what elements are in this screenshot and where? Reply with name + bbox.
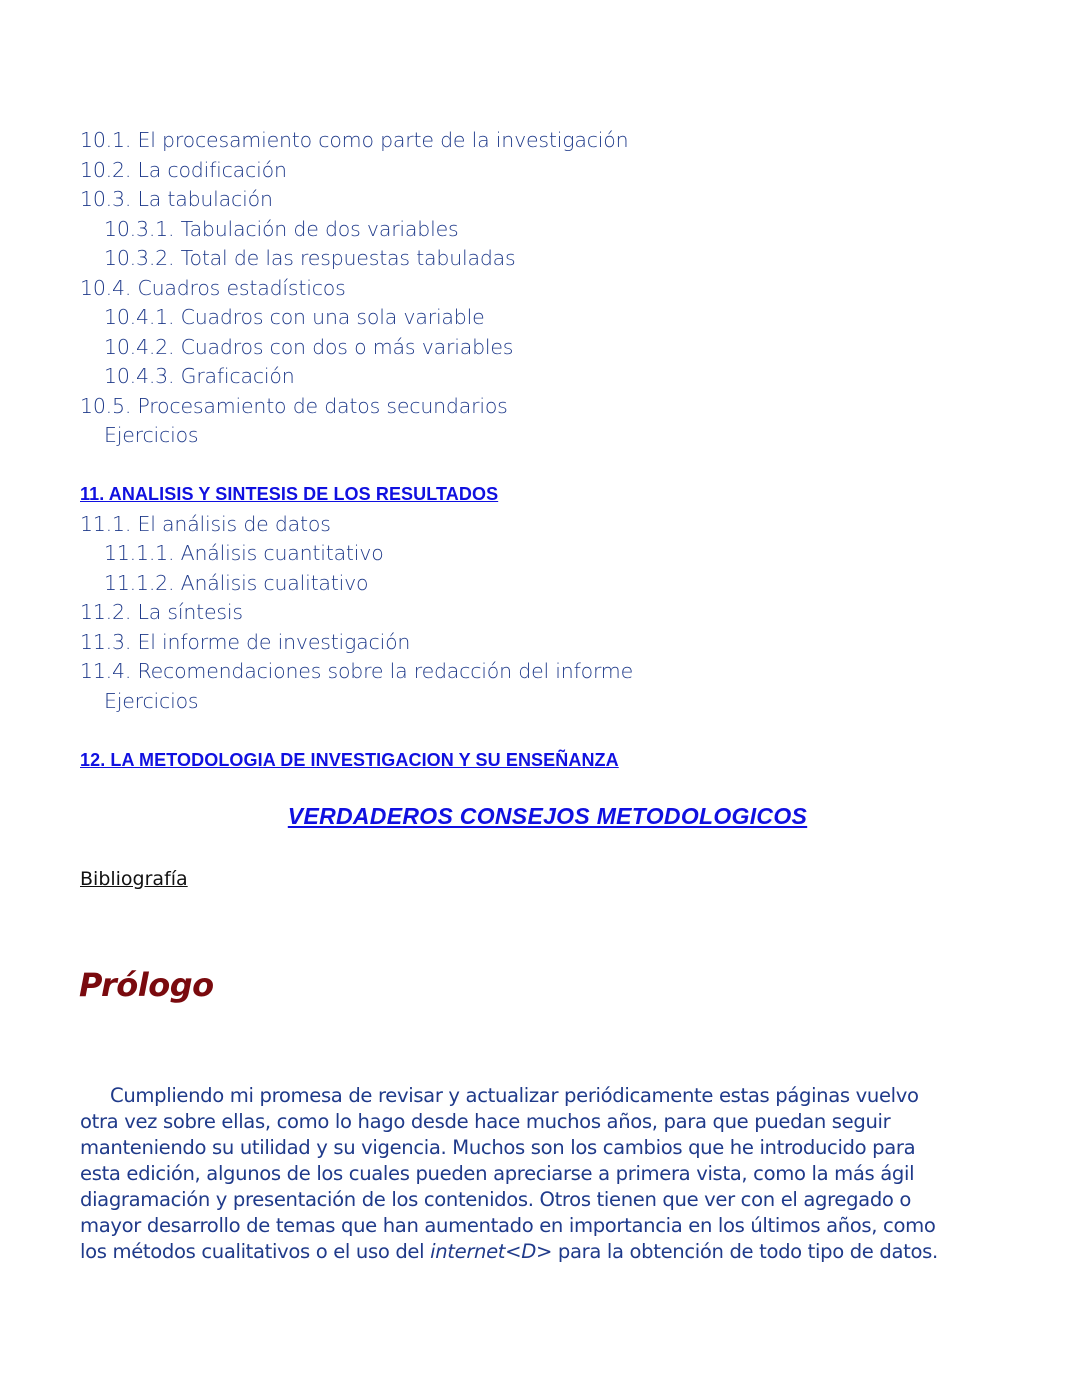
internet-italic-term: internet<D> xyxy=(430,1240,553,1263)
toc-item: 11.1. El análisis de datos xyxy=(80,511,331,536)
toc-subitem: 10.3.2. Total de las respuestas tabuladas xyxy=(104,246,516,270)
toc-item: 11.4. Recomendaciones sobre la redacción del informe xyxy=(80,659,633,683)
consejos-metodologicos-link[interactable]: VERDADEROS CONSEJOS METODOLOGICOS xyxy=(287,803,808,829)
prologo-paragraph xyxy=(80,1083,1030,1265)
chapter-12-link[interactable]: 12. LA METODOLOGIA DE INVESTIGACION Y SU ENSEÑANZA xyxy=(80,749,619,770)
spacer xyxy=(80,451,1020,481)
paragraph-line: manteniendo su utilidad y su vigencia. Muchos son los cambios que he introducido para xyxy=(80,1136,916,1159)
toc-item: 11.3. El informe de investigación xyxy=(80,629,411,654)
text-fragment: los métodos cualitativos o el uso del xyxy=(80,1240,431,1263)
paragraph-line: diagramación y presentación de los contenidos. Otros tienen que ver con el agregado o xyxy=(80,1188,912,1211)
chapter-11-link[interactable]: 11. ANALISIS Y SINTESIS DE LOS RESULTADOS xyxy=(80,484,499,504)
consejos-container xyxy=(0,803,1080,830)
toc-item: 10.5. Procesamiento de datos secundarios xyxy=(80,393,508,418)
toc-subitem: 11.1.1. Análisis cuantitativo xyxy=(104,541,384,565)
bibliografia-link[interactable]: Bibliografía xyxy=(80,868,188,890)
paragraph-line: esta edición, algunos de los cuales pueden apreciarse a primera vista, como la más ágil xyxy=(80,1162,915,1185)
text-fragment: para la obtención de todo tipo de datos. xyxy=(552,1240,938,1263)
toc-exercises: Ejercicios xyxy=(104,423,199,447)
toc-subitem: 10.4.3. Graficación xyxy=(104,364,295,388)
toc-subitem: 10.4.1. Cuadros con una sola variable xyxy=(104,305,485,329)
toc-item: 11.2. La síntesis xyxy=(80,600,243,624)
paragraph-line: mayor desarrollo de temas que han aumentado en importancia en los últimos años, como xyxy=(80,1214,936,1237)
toc-subitem: 10.3.1. Tabulación de dos variables xyxy=(104,216,459,241)
toc-item: 10.3. La tabulación xyxy=(80,187,273,211)
paragraph-line: Cumpliendo mi promesa de revisar y actualizar periódicamente estas páginas vuelvo xyxy=(110,1084,919,1107)
toc-subitem: 11.1.2. Análisis cualitativo xyxy=(104,570,369,595)
table-of-contents xyxy=(80,126,1020,775)
toc-item: 10.4. Cuadros estadísticos xyxy=(80,275,346,300)
prologo-heading: Prólogo xyxy=(79,966,214,1004)
toc-item: 10.2. La codificación xyxy=(80,157,287,182)
paragraph-line xyxy=(80,1239,1030,1265)
spacer xyxy=(80,716,1020,746)
toc-subitem: 10.4.2. Cuadros con dos o más variables xyxy=(104,334,514,359)
toc-exercises: Ejercicios xyxy=(104,688,199,713)
paragraph-line: otra vez sobre ellas, como lo hago desde hace muchos años, para que puedan seguir xyxy=(80,1110,891,1133)
toc-item: 10.1. El procesamiento como parte de la investigación xyxy=(80,128,629,152)
